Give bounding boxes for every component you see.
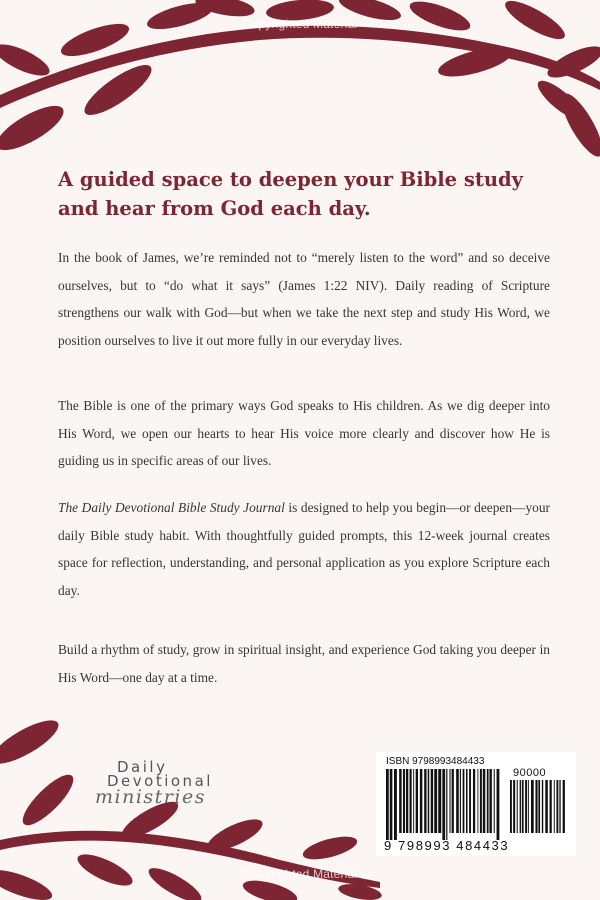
barcode-bar bbox=[556, 780, 558, 833]
barcode-bar bbox=[403, 769, 405, 833]
barcode-bar bbox=[477, 769, 478, 833]
barcode-main-bars bbox=[386, 769, 501, 840]
barcode-bar bbox=[394, 769, 397, 840]
isbn-label: ISBN 9798993484433 bbox=[386, 756, 485, 767]
paragraph-3-text: is designed to help you begin—or deepen—your daily Bible study habit. With thoughtfully guided prompts, this 12-week journal creates space for reflection, understanding, and personal application as you explore Scripture each day. bbox=[58, 500, 550, 598]
logo-line-daily: Daily bbox=[117, 758, 168, 776]
barcode-bar bbox=[446, 769, 447, 840]
barcode-bar bbox=[452, 769, 454, 833]
logo-line-ministries: ministries bbox=[95, 786, 206, 808]
barcode-bar bbox=[456, 769, 459, 833]
barcode-bar bbox=[487, 769, 489, 833]
barcode-bar bbox=[434, 769, 437, 833]
barcode-bar bbox=[406, 769, 408, 833]
barcode-bar bbox=[542, 780, 543, 833]
barcode-bar bbox=[438, 769, 441, 833]
isbn-barcode bbox=[376, 752, 576, 856]
paragraph-2: The Bible is one of the primary ways God speaks to His children. As we dig deeper into His Word, we open our hearts to hear His voice more clearly and discover how He is guiding us in specific areas of our lives. bbox=[58, 398, 550, 468]
barcode-bar bbox=[463, 769, 465, 833]
barcode-bar bbox=[466, 769, 467, 833]
book-title: The Daily Devotional Bible Study Journal bbox=[58, 500, 285, 515]
barcode-bar bbox=[410, 769, 412, 833]
paragraph-1: In the book of James, we’re reminded not to “merely listen to the word” and so deceive ourselves, but to “do what it says” (James 1:22 NIV). Daily reading of Scripture strengthens our walk with God—but when we take the next step and study His Word, we position ourselves to live it out more fully in our everyday lives. bbox=[58, 250, 550, 348]
logo-line-devotional: Devotional bbox=[107, 772, 213, 790]
barcode-bar bbox=[390, 769, 393, 840]
price-code: 90000 bbox=[513, 767, 547, 779]
watermark-bottom: Copyrighted Material bbox=[242, 867, 358, 881]
barcode-bar bbox=[449, 769, 450, 833]
barcode-bar bbox=[525, 780, 527, 833]
barcode-bar bbox=[473, 769, 475, 833]
barcode-bar bbox=[528, 780, 529, 833]
barcode-bar bbox=[494, 769, 495, 833]
barcode-bar bbox=[538, 780, 540, 833]
barcode-bar bbox=[559, 780, 560, 833]
barcode-bar bbox=[460, 769, 461, 833]
barcode-addon-bars bbox=[510, 780, 568, 840]
barcode-bar bbox=[413, 769, 414, 833]
paragraph-3 bbox=[58, 494, 550, 604]
barcode-bar bbox=[554, 780, 555, 833]
barcode-bar bbox=[489, 769, 491, 833]
barcode-bar bbox=[520, 780, 521, 833]
barcode-bar bbox=[531, 780, 534, 833]
barcode-bar bbox=[386, 769, 389, 840]
barcode-bar bbox=[545, 780, 548, 833]
barcode-bar bbox=[563, 780, 565, 833]
barcode-bar bbox=[420, 769, 423, 833]
publisher-logo bbox=[95, 758, 255, 818]
watermark-top: Copyrighted Material bbox=[242, 17, 358, 31]
barcode-bar bbox=[517, 780, 518, 833]
barcode-bar bbox=[480, 769, 482, 833]
paragraph-4: Build a rhythm of study, grow in spiritual insight, and experience God taking you deeper in His Word—one day at a time. bbox=[58, 642, 550, 685]
barcode-bar bbox=[535, 780, 537, 833]
barcode-bar bbox=[424, 769, 426, 833]
ean-digits: 9 798993 484433 bbox=[384, 838, 510, 853]
headline: A guided space to deepen your Bible study and hear from God each day. bbox=[58, 168, 524, 220]
barcode-bar bbox=[399, 769, 401, 833]
barcode-bar bbox=[442, 769, 445, 840]
barcode-bar bbox=[416, 769, 418, 833]
barcode-bar bbox=[513, 780, 515, 833]
barcode-bar bbox=[497, 769, 500, 840]
barcode-bar bbox=[428, 769, 430, 833]
barcode-bar bbox=[510, 780, 512, 833]
barcode-bar bbox=[483, 769, 485, 833]
barcode-bar bbox=[522, 780, 524, 833]
barcode-bar bbox=[431, 769, 433, 833]
barcode-bar bbox=[469, 769, 471, 833]
barcode-bar bbox=[550, 780, 552, 833]
